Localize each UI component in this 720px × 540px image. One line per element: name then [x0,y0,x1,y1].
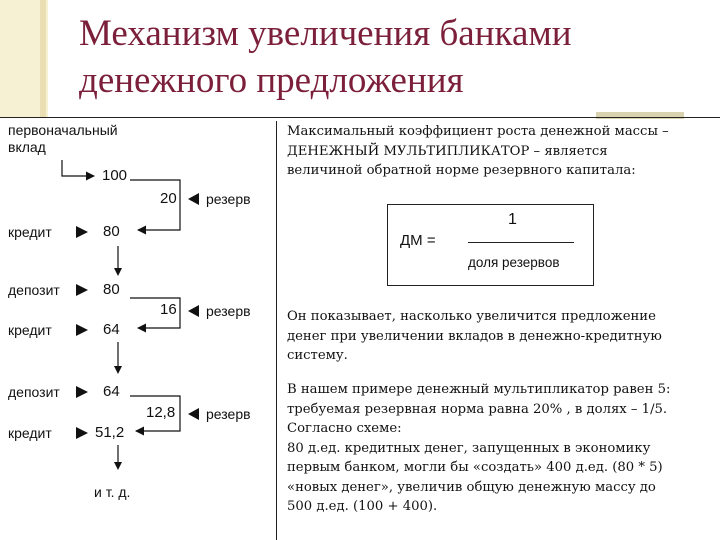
initial-deposit-label-line-1: первоначальный [8,122,118,138]
credit-to-deposit-arrowhead-1 [114,268,122,276]
column-divider [276,121,277,540]
credit-value-2: 64 [103,321,120,338]
example-line: В нашем примере денежный мультипликатор равен 5: [287,382,671,397]
reserve-arrowhead-2 [188,305,199,317]
title-line-1: Механизм увеличения банками [79,13,572,54]
reserve-arrowhead-1 [188,193,199,205]
deposit-value-3: 64 [103,383,120,400]
example-line: «новых денег», увеличив общую денежную массу до [287,479,656,495]
title-line-2: денежного предложения [79,60,464,101]
money-creation-diagram [0,118,276,540]
example-line: 500 д.ед. (100 + 400). [287,499,438,514]
decorative-side-strip [0,0,48,118]
credit-arrowhead-2 [76,324,88,336]
example-line: Согласно схеме: [287,421,402,436]
deposit-label-3: депозит [8,384,60,400]
deposit-arrowhead-3 [76,386,88,398]
deposit-arrowhead-2 [76,284,88,296]
continuation-arrowhead [114,462,122,470]
etc-label: и т. д. [94,484,131,500]
fraction-line [468,242,574,243]
example-line: первым банком, могли бы «создать» 400 д.ед. (80 * 5) [287,460,663,475]
credit-arrowhead-3 [76,427,88,439]
deposit-label-2: депозит [8,282,60,298]
reserve-value-3: 12,8 [146,404,176,421]
initial-deposit-label-line-2: вклад [8,139,46,155]
meaning-paragraph [287,307,715,366]
intro-line: Максимальный коэффициент роста денежной массы – [287,124,669,139]
credit-label-2: кредит [8,322,52,338]
example-paragraph [287,380,715,517]
example-line: требуемая резервная норма равна 20% , в долях – 1/5. [287,401,668,417]
multiplier-formula-box [387,204,594,286]
initial-deposit-arrow [62,160,94,176]
meaning-line: систему. [287,348,348,363]
formula-lhs: ДМ = [400,232,436,249]
credit-arrowhead-1 [76,226,88,238]
intro-paragraph [287,122,715,181]
reserve-value-2: 16 [160,301,177,318]
intro-line: величиной обратной норме резервного капитала: [287,163,636,178]
credit-value-3: 51,2 [95,424,125,441]
formula-denominator: доля резервов [468,255,560,270]
credit-value-1: 80 [103,223,120,240]
initial-deposit-value: 100 [102,167,128,184]
deposit-value-2: 80 [103,281,120,298]
meaning-line: Он показывает, насколько увеличится предложение [287,309,656,324]
slide-title [79,10,699,104]
formula-numerator: 1 [508,211,517,228]
example-line: 80 д.ед. кредитных денег, запущенных в экономику [287,440,651,456]
reserve-arrowhead-3 [188,408,199,420]
reserve-value-1: 20 [160,190,177,207]
reserve-label-3: резерв [206,406,251,422]
credit-label-3: кредит [8,425,52,441]
credit-label-1: кредит [8,224,52,240]
reserve-label-2: резерв [206,303,251,319]
intro-line: ДЕНЕЖНЫЙ МУЛЬТИПЛИКАТОР – является [287,143,608,159]
meaning-line: денег при увеличении вкладов в денежно-кредитную [287,328,662,344]
side-strip-edge [40,0,46,118]
reserve-label-1: резерв [206,191,251,207]
credit-to-deposit-arrowhead-2 [114,366,122,374]
